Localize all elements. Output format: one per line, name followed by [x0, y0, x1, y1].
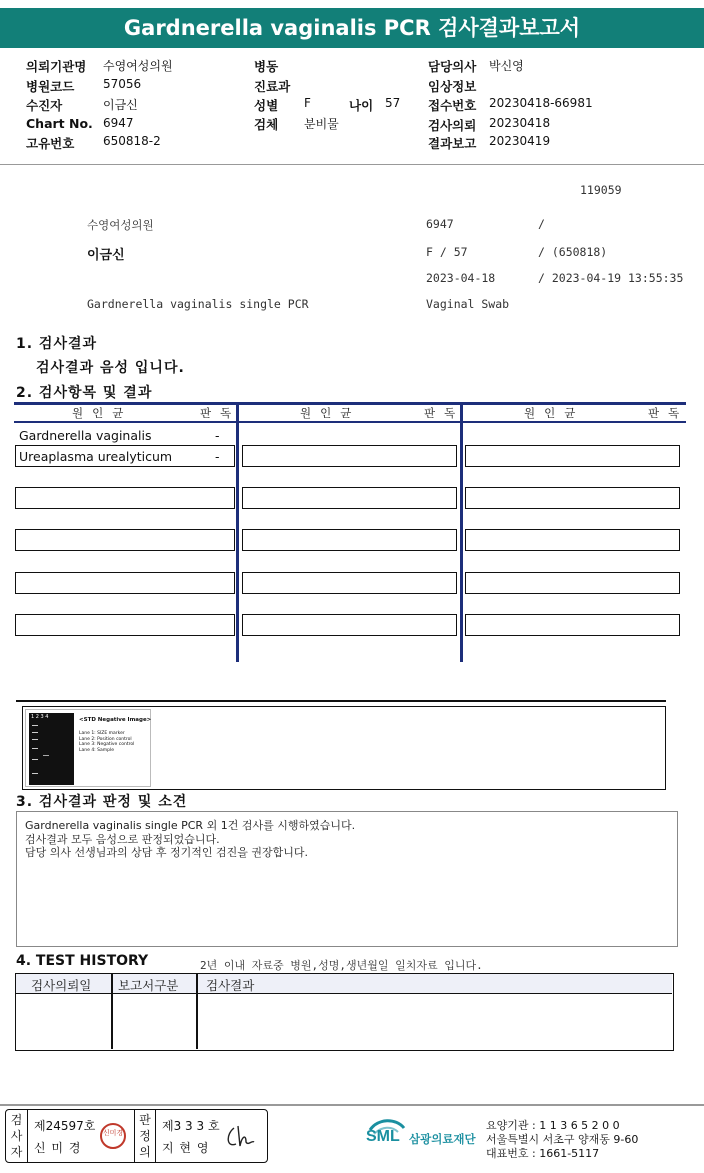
info-birth: / (650818) — [538, 245, 608, 259]
result-cell — [242, 529, 457, 551]
gel-legend — [79, 731, 134, 753]
sex-label: 성별 — [254, 98, 279, 113]
result-cell — [465, 487, 680, 509]
row-1-result: - — [215, 428, 220, 443]
receipt-value: 20230418-66981 — [489, 96, 593, 110]
patient-label: 수진자 — [26, 98, 63, 113]
foundation-name: 삼광의료재단 — [409, 1132, 476, 1146]
result-cell — [15, 487, 235, 509]
gel-top-rule — [16, 700, 666, 702]
result-cell — [465, 614, 680, 636]
grid-header-rule — [14, 421, 686, 423]
col-judge-1: 판독 — [200, 406, 241, 420]
info-test-name: Gardnerella vaginalis single PCR — [87, 297, 309, 311]
code-label: 병원코드 — [26, 79, 75, 94]
sex-value: F — [304, 96, 311, 110]
request-value: 20230418 — [489, 116, 551, 130]
dept-label: 진료과 — [254, 79, 291, 94]
age-label: 나이 — [349, 98, 374, 113]
info-sample: Vaginal Swab — [426, 297, 510, 311]
receipt-label: 접수번호 — [428, 98, 477, 113]
opinion-line: Gardnerella vaginalis single PCR 외 1건 검사를 시행하였습니다. — [25, 819, 356, 832]
history-col-date: 검사의뢰일 — [31, 978, 92, 993]
col-cause-1: 원인균 — [72, 406, 133, 420]
row-2-name: Ureaplasma urealyticum — [19, 449, 173, 464]
result-cell — [15, 572, 235, 594]
ladder-band — [32, 773, 38, 774]
doctor-label: 담당의사 — [428, 59, 477, 74]
opinion-section-title: 3. 검사결과 판정 및 소견 — [16, 794, 188, 810]
inst-value: 수영여성의원 — [103, 59, 173, 73]
opinion-line: 담당 의사 선생님과의 상담 후 정기적인 검진을 권장합니다. — [25, 846, 308, 859]
info-patient: 이금신 — [87, 248, 125, 263]
reviewer-label: 판정의 — [134, 1110, 156, 1162]
patient-value: 이금신 — [103, 98, 138, 112]
ladder-band — [32, 725, 38, 726]
age-value: 57 — [385, 96, 401, 110]
doctor-value: 박신영 — [489, 59, 524, 73]
inst-label: 의뢰기관명 — [26, 59, 87, 74]
gel-lane-numbers: 1 2 3 4 — [31, 714, 49, 720]
gel-photo — [29, 713, 74, 785]
info-date1: 2023-04-18 — [426, 271, 496, 285]
result-cell — [242, 614, 457, 636]
col-cause-3: 원인균 — [524, 406, 585, 420]
result-section-title: 1. 검사결과 — [16, 336, 98, 352]
result-cell — [15, 614, 235, 636]
opinion-line: 검사결과 모두 음성으로 판정되었습니다. — [25, 832, 220, 846]
clinical-label: 임상정보 — [428, 79, 477, 94]
id-number: 119059 — [580, 183, 622, 197]
info-date2: / 2023-04-19 13:55:35 — [538, 271, 684, 285]
care-code: 요양기관 : 1 1 3 6 5 2 0 0 — [486, 1119, 620, 1132]
result-cell — [465, 529, 680, 551]
tester-name: 신 미 경 — [34, 1141, 82, 1155]
tester-label: 검사자 — [6, 1110, 28, 1162]
header-divider — [0, 164, 704, 165]
grid-divider-1 — [236, 402, 239, 662]
gel-legend-line: Lane 4: Sample — [79, 747, 114, 753]
gel-legend-line: Lane 2: Position control — [79, 736, 132, 742]
signature-box — [5, 1109, 268, 1163]
result-cell — [242, 487, 457, 509]
report-date-value: 20230419 — [489, 134, 551, 148]
col-judge-2: 판독 — [424, 406, 465, 420]
grid-divider-2 — [460, 402, 463, 662]
sml-logo-text: SML — [366, 1128, 400, 1145]
result-text: 검사결과 음성 입니다. — [36, 360, 185, 376]
result-cell — [242, 572, 457, 594]
history-col-result: 검사결과 — [206, 978, 255, 993]
ward-label: 병동 — [254, 59, 279, 74]
history-col-type: 보고서구분 — [118, 978, 179, 993]
gel-thumbnail — [25, 709, 151, 787]
ladder-band — [32, 748, 38, 749]
ladder-band — [32, 739, 38, 740]
history-section-title: 4. TEST HISTORY — [16, 953, 149, 969]
control-band — [43, 755, 49, 756]
unique-value: 650818-2 — [103, 134, 161, 148]
history-header-row — [16, 974, 672, 994]
report-date-label: 결과보고 — [428, 136, 477, 151]
report-title: Gardnerella vaginalis PCR 검사결과보고서 — [0, 8, 704, 48]
ladder-band — [32, 759, 38, 760]
address: 서울특별시 서초구 양재동 9-60 — [486, 1133, 639, 1146]
opinion-box — [16, 811, 678, 947]
code-value: 57056 — [103, 77, 142, 91]
specimen-value: 분비물 — [304, 117, 339, 131]
col-cause-2: 원인균 — [300, 406, 361, 420]
ladder-band — [32, 732, 38, 733]
reviewer-name: 지 현 영 — [162, 1141, 210, 1155]
info-chart: 6947 — [426, 217, 454, 231]
gel-legend-line: Lane 3: Negative control — [79, 742, 135, 748]
phone: 대표번호 : 1661-5117 — [486, 1147, 600, 1160]
reviewer-signature — [224, 1122, 260, 1152]
history-col-divider — [196, 974, 198, 1049]
row-2-result: - — [215, 449, 220, 464]
history-table — [15, 973, 674, 1051]
result-cell — [465, 445, 680, 467]
result-cell — [242, 445, 457, 467]
result-cell — [15, 529, 235, 551]
specimen-label: 검체 — [254, 117, 279, 132]
info-sex-age: F / 57 — [426, 245, 468, 259]
info-hospital: 수영여성의원 — [87, 218, 154, 232]
gel-title: <STD Negative Image> — [79, 717, 152, 723]
col-judge-3: 판독 — [648, 406, 689, 420]
result-cell — [465, 572, 680, 594]
tester-seal: 신미경 — [100, 1123, 126, 1149]
chart-label: Chart No. — [26, 116, 93, 131]
info-slash: / — [538, 217, 545, 231]
unique-label: 고유번호 — [26, 136, 75, 151]
gel-legend-line: Lane 1: SIZE marker — [79, 731, 125, 736]
chart-value: 6947 — [103, 116, 134, 130]
reviewer-license: 제3 3 3 호 — [162, 1119, 220, 1133]
history-note: 2년 이내 자료중 병원,성명,생년월일 일치자료 입니다. — [200, 959, 483, 972]
items-section-title: 2. 검사항목 및 결과 — [16, 385, 153, 401]
request-label: 검사의뢰 — [428, 118, 477, 133]
footer-divider — [0, 1104, 704, 1106]
history-col-divider — [111, 974, 113, 1049]
tester-license: 제24597호 — [34, 1119, 96, 1133]
row-1-name: Gardnerella vaginalis — [19, 428, 152, 443]
opinion-text — [25, 819, 355, 860]
